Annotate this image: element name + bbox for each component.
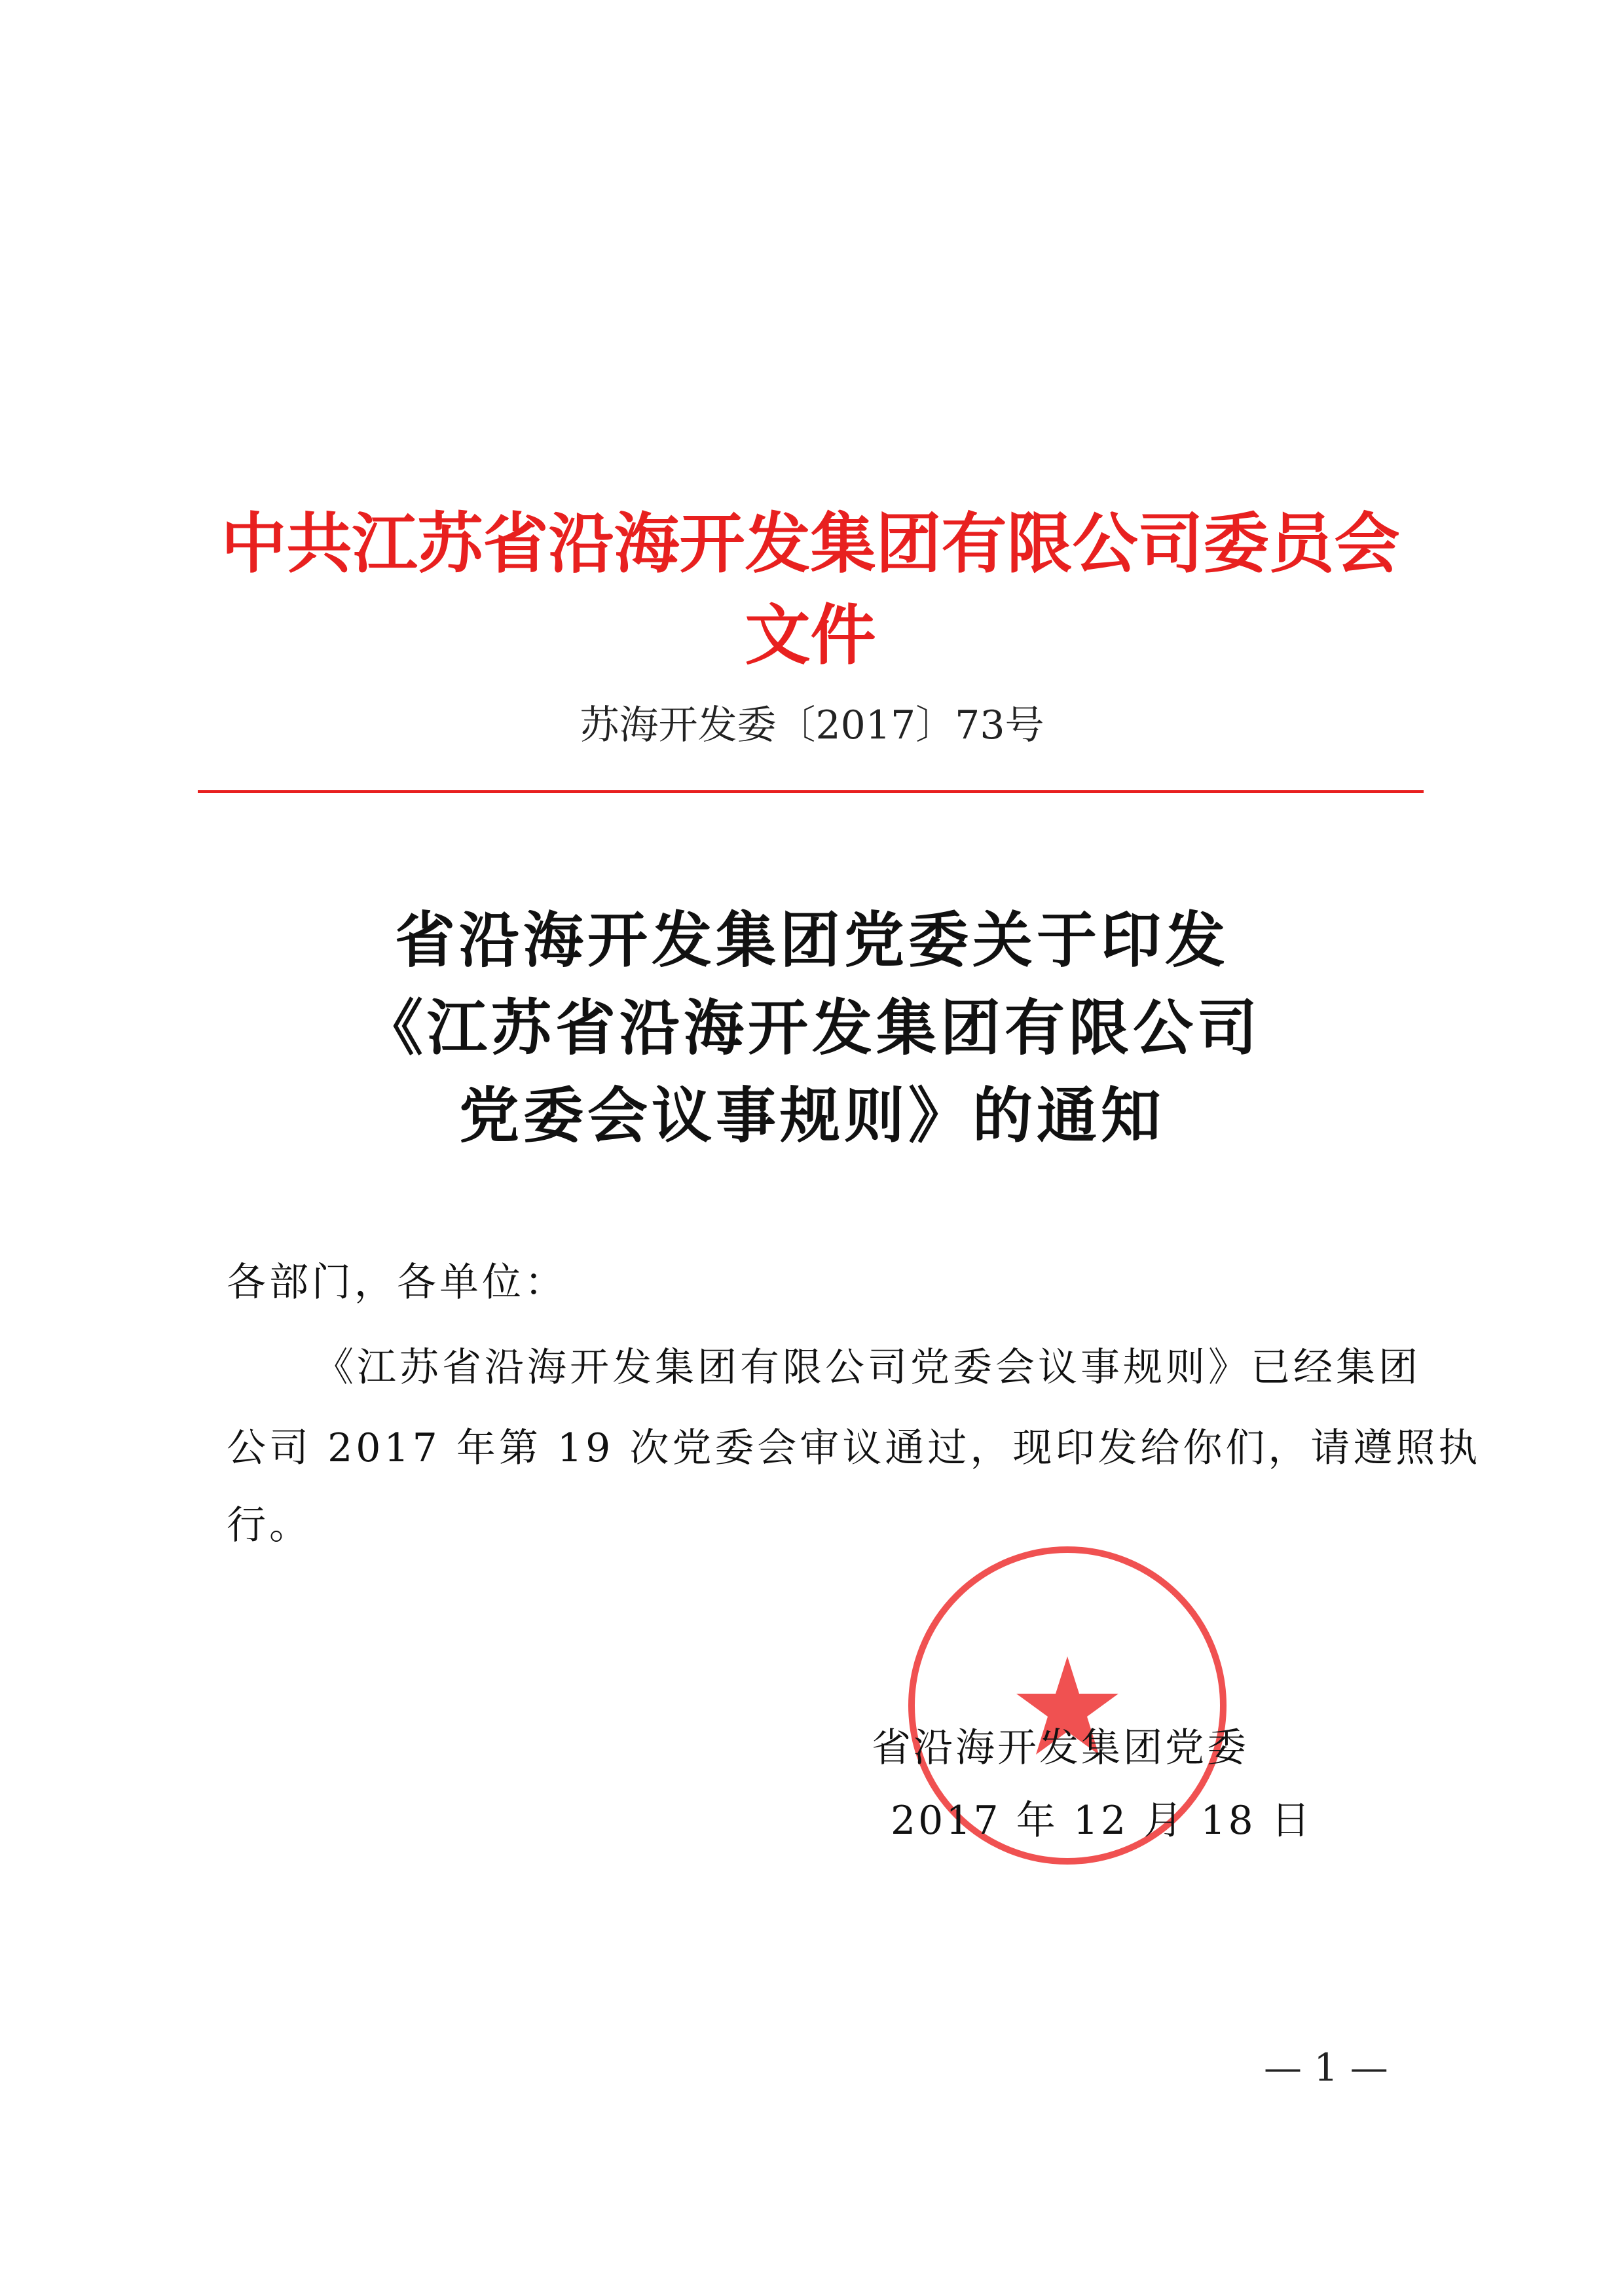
red-divider — [198, 790, 1424, 793]
body-line-3: 行。 — [227, 1503, 312, 1548]
page-number: — 1 — — [1264, 2045, 1388, 2090]
signature-date: 2017 年 12 月 18 日 — [891, 1798, 1313, 1844]
notice-title-line-2: 《江苏省沿海开发集团有限公司 — [362, 993, 1261, 1063]
notice-title-line-3: 党委会议事规则》的通知 — [458, 1080, 1165, 1151]
body-line-2: 公司 2017 年第 19 次党委会审议通过，现印发给你们，请遵照执 — [227, 1425, 1481, 1471]
salutation: 各部门，各单位： — [227, 1260, 567, 1305]
document-header-title: 中共江苏省沿海开发集团有限公司委员会文件 — [221, 505, 1400, 674]
notice-title-line-1: 省沿海开发集团党委关于印发 — [394, 905, 1229, 975]
document-number: 苏海开发委〔2017〕73号 — [580, 702, 1044, 748]
body-line-1: 《江苏省沿海开发集团有限公司党委会议事规则》已经集团 — [314, 1345, 1421, 1391]
signature-organization: 省沿海开发集团党委 — [872, 1725, 1249, 1771]
